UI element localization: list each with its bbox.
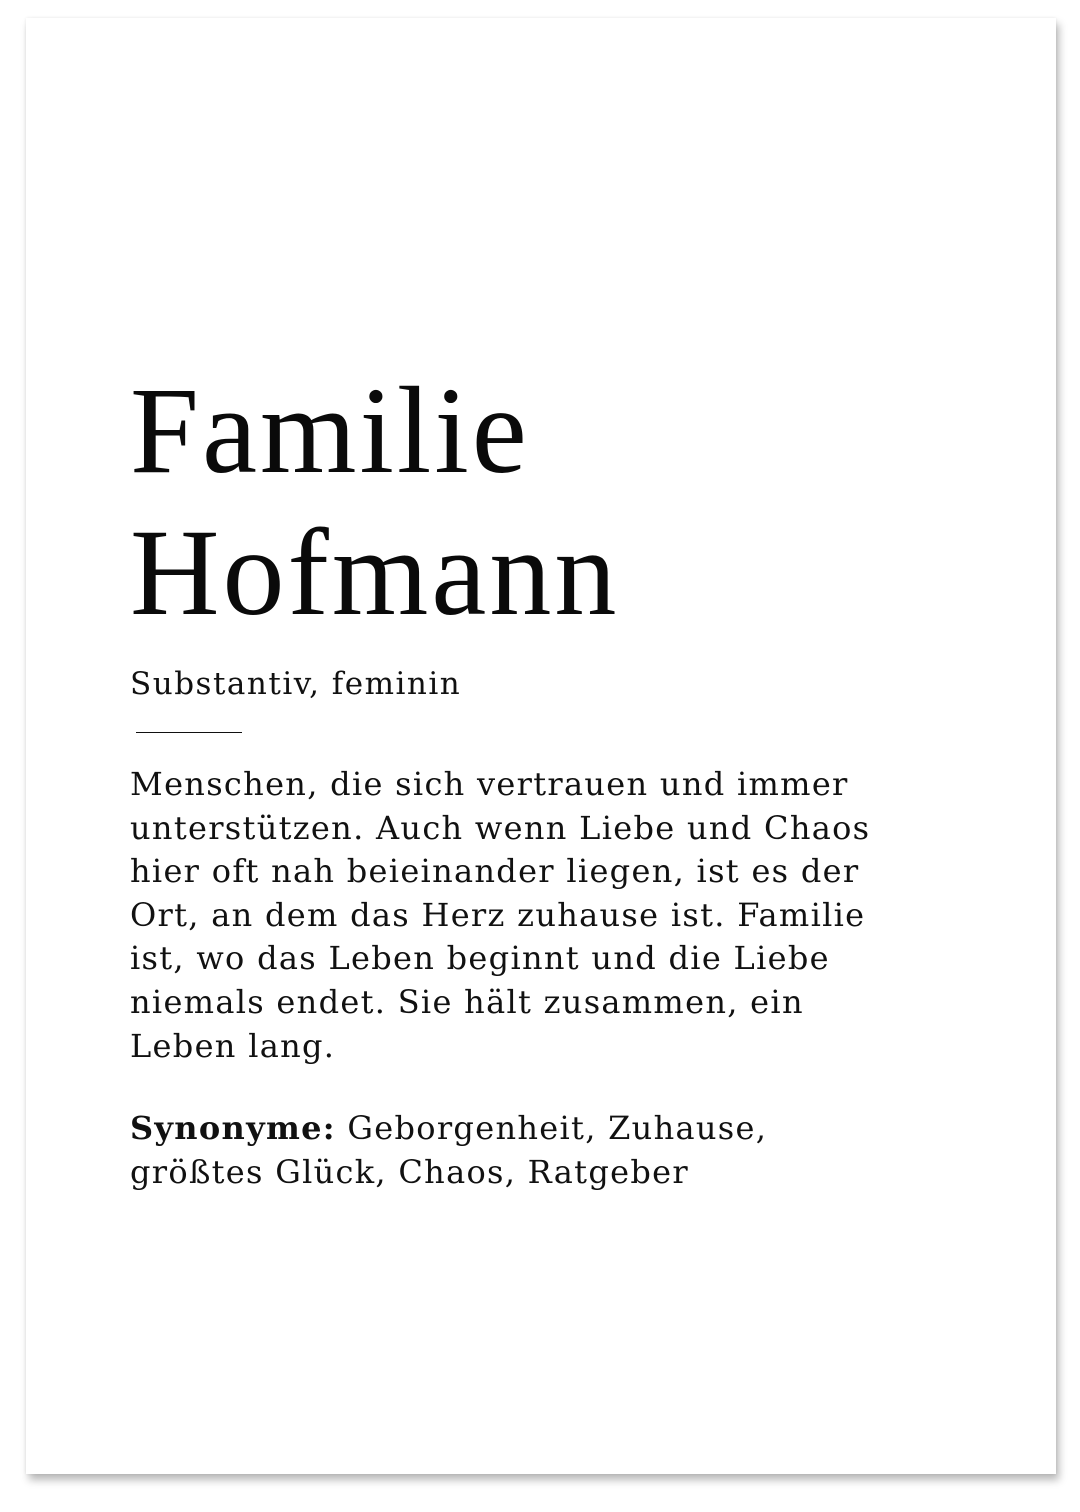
definition-poster xyxy=(26,18,1056,1474)
title-line-2: Hofmann xyxy=(130,504,620,641)
definition-line: Menschen, die sich vertrauen und immer xyxy=(130,765,849,803)
poster-title xyxy=(130,360,960,644)
definition-line: hier oft nah beieinander liegen, ist es der xyxy=(130,852,860,891)
synonyms-text-1: Geborgenheit, Zuhause, xyxy=(347,1109,768,1148)
poster-content xyxy=(130,360,960,1194)
divider-line xyxy=(136,732,242,733)
definition-text xyxy=(130,763,960,1068)
part-of-speech: Substantiv, feminin xyxy=(130,666,462,702)
synonyms-label: Synonyme: xyxy=(130,1109,336,1148)
definition-line: ist, wo das Leben beginnt und die Liebe xyxy=(130,939,830,978)
definition-line: niemals endet. Sie hält zusammen, ein xyxy=(130,982,804,1021)
synonyms-text-2: größtes Glück, Chaos, Ratgeber xyxy=(130,1153,689,1192)
definition-line: unterstützen. Auch wenn Liebe und Chaos xyxy=(130,808,871,847)
synonyms-line-1 xyxy=(130,1106,960,1150)
definition-line: Ort, an dem das Herz zuhause ist. Familie xyxy=(130,895,866,934)
title-line-1: Familie xyxy=(130,362,530,499)
definition-line: Leben lang. xyxy=(130,1026,336,1065)
synonyms-block xyxy=(130,1106,960,1194)
